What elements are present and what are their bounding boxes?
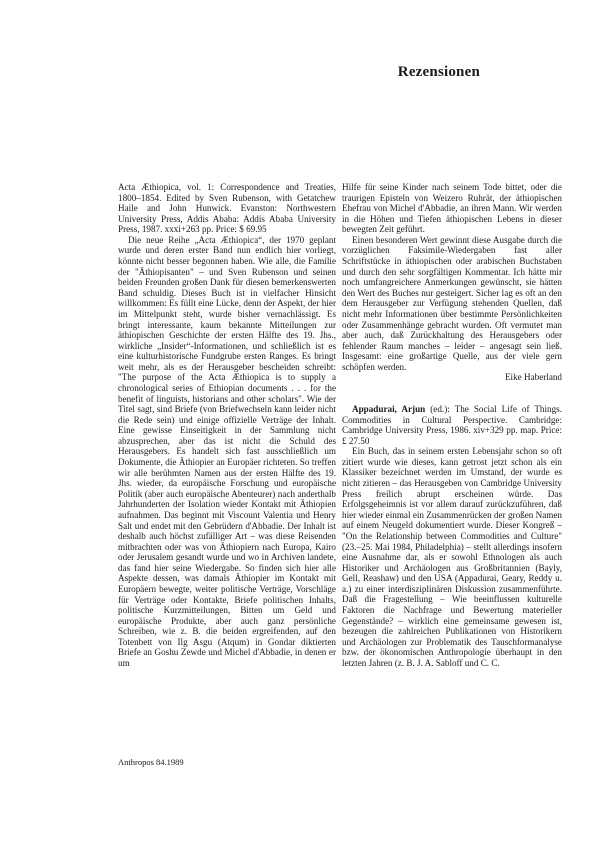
review-body-paragraph: Ein Buch, das in seinem ersten Lebensjahr schon so oft zitiert wurde wie dieses, kann getrost jetzt schon als ein Klassiker bezeichnet werden im Umstand, der wurde es nicht zitieren – das Herausgeben von Cambridge University Press freilich abrupt erscheinen würde. Das Erfolgsgeheimnis ist vor allem darauf zurückzuführen, daß hier wieder einmal ein Zusammenrücken der großen Namen auf einem Neugeld dokumentiert wurde. Dieser Kongreß – "On the Relationship between Commodities and Culture" (23.–25. Mai 1984, Philadelphia) – stellt allerdings insofern eine Ausnahme dar, als er sowohl Ethnologen als auch Historiker und Archäologen aus Großbritannien (Bayly, Gell, Reashaw) und den USA (Appadurai, Geary, Reddy u. a.) zu einer interdisziplinären Diskussion zusammenführte. Daß die Fragestellung – Wie beeinflussen kulturelle Faktoren die Nachfrage und Bewertung materieller Gegenstände? – wirklich eine gemeinsame gewesen ist, bezeugen die zahlreichen Publikationen von Historikern und Archäologen zur Problematik des Tauschformanalyse bzw. der ökonomischen Anthropologie überhaupt in den letzten Jahren (z. B. J. A. Sabloff und C. C. xyxy=(342,446,562,668)
review-divider xyxy=(342,383,562,404)
review-body-paragraph: Hilfe für seine Kinder nach seinem Tode bittet, oder die traurigen Episteln von Weizero Ruhrät, der äthiopischen Ehefrau von Michel d'Abbadie, an ihren Mann. Wir werden in die Höhen und Tiefen äthiopischen Lebens in dieser bewegten Zeit geführt. xyxy=(342,182,562,235)
review-citation: Acta Æthiopica, vol. 1: Correspondence and Treaties, 1800–1854. Edited by Sven Rubenson, with Getatchew Haile and John Hunwick. Evanston: Northwestern University Press, Addis Ababa: Addis Ababa University Press, 1987. xxxi+263 pp. Price: $ 69.95 xyxy=(118,182,336,235)
review-citation: (ed.): The Social Life of Things. Commodities in Cultural Perspective. Cambridge: Cambridge University Press, 1986. xiv+329 pp. map. Price: £ 27.50 xyxy=(342,403,562,446)
right-column xyxy=(342,182,562,668)
review-author: Appadurai, Arjun xyxy=(352,403,426,414)
page-footer: Anthropos 84.1989 xyxy=(118,757,184,767)
page-title: Rezensionen xyxy=(397,64,480,80)
review-body-paragraph: Die neue Reihe „Acta Æthiopica“, der 1970 geplant wurde und deren erster Band nun endlich hier vorliegt, könnte nicht besser begonnen haben. Wie alle, die Familie der "Äthiopisanten" – und Sven Rubenson und seinen beiden Freunden großen Dank für diesen bemerkenswerten Band schuldig. Dieses Buch ist in vielfacher Hinsicht willkommen: Es füllt eine Lücke, denn der Aspekt, der hier im Mittelpunkt steht, wurde bisher vernachlässigt. Es bringt interessante, kaum bekannte Mitteilungen zur äthiopischen Geschichte der ersten Hälfte des 19. Jhs., wirkliche „Insider“-Informationen, und schließlich ist es eine kulturhistorische Fundgrube ersten Ranges. Es bringt weit mehr, als es der Herausgeber bescheiden schreibt: "The purpose of the Acta Æthiopica is to supply a chronological series of Ethiopian documents . . . for the benefit of linguists, historians and other scholars". Wie der Titel sagt, sind Briefe (von Briefwechseln kann leider nicht die Rede sein) und einige offizielle Verträge der Inhalt. Eine gewisse Einseitigkeit in der Sammlung nicht abzusprechen, aber das ist nicht die Schuld des Herausgebers. Es handelt sich fast ausschließlich um Dokumente, die Äthiopier an Europäer richteten. So treffen wir alle berühmten Namen aus der ersten Hälfte des 19. Jhs. wieder, da europäische Forschung und europäische Politik (aber auch europäische Abenteurer) nach anderthalb Jahrhunderten der Isolation wieder Kontakt mit Äthiopien aufnahmen. Das beginnt mit Viscount Valentia und Henry Salt und endet mit den Gebrüdern d'Abbadie. Der Inhalt ist deshalb auch höchst zufälliger Art – was diese Reisenden mitbrachten oder was von Äthiopiern nach Europa, Kairo oder Jerusalem gesandt wurde und wo in Archiven landete, das fand hier seine Wiedergabe. So finden sich hier alle Aspekte dessen, was damals Äthiopier im Kontakt mit Europäern bewegte, weiter politische Verträge, Vorschläge für Verträge oder Kontakte, Briefe politischen Inhalts, politische Kurzmitteilungen, Bitten um Geld und europäische Produkte, aber auch ganz persönliche Schreiben, wie z. B. die beiden ergreifenden, auf den Totenbett von Ilg Asgu (Atqum) in Gondar diktierten Briefe an Goshu Zewde und Michel d'Abbadie, in denen er um xyxy=(118,234,336,669)
reviewer-signature: Eike Haberland xyxy=(504,372,562,383)
review-heading xyxy=(342,404,562,446)
review-body-paragraph: Einen besonderen Wert gewinnt diese Ausgabe durch die vorzüglichen Faksimile-Wiedergaben fast aller Schriftstücke in äthiopischen oder arabischen Buchstaben und durch den sehr sorgfältigen Kommentar. Ich hätte mir noch umfangreichere Anmerkungen gewünscht, sie hätten den Wert des Buches nur gesteigert. Sicher lag es oft an den dem Herausgeber zur Verfügung stehenden Quellen, daß nicht mehr Informationen über bestimmte Persönlichkeiten oder Zusammenhänge gebracht wurden. Oft vermutet man aber auch, daß Zurückhaltung des Herausgebers oder fehlender Raum manches – leider – angesagt sein ließ. Insgesamt: eine großartige Quelle, aus der viele gern schöpfen werden. xyxy=(342,234,562,372)
left-column xyxy=(118,182,336,669)
